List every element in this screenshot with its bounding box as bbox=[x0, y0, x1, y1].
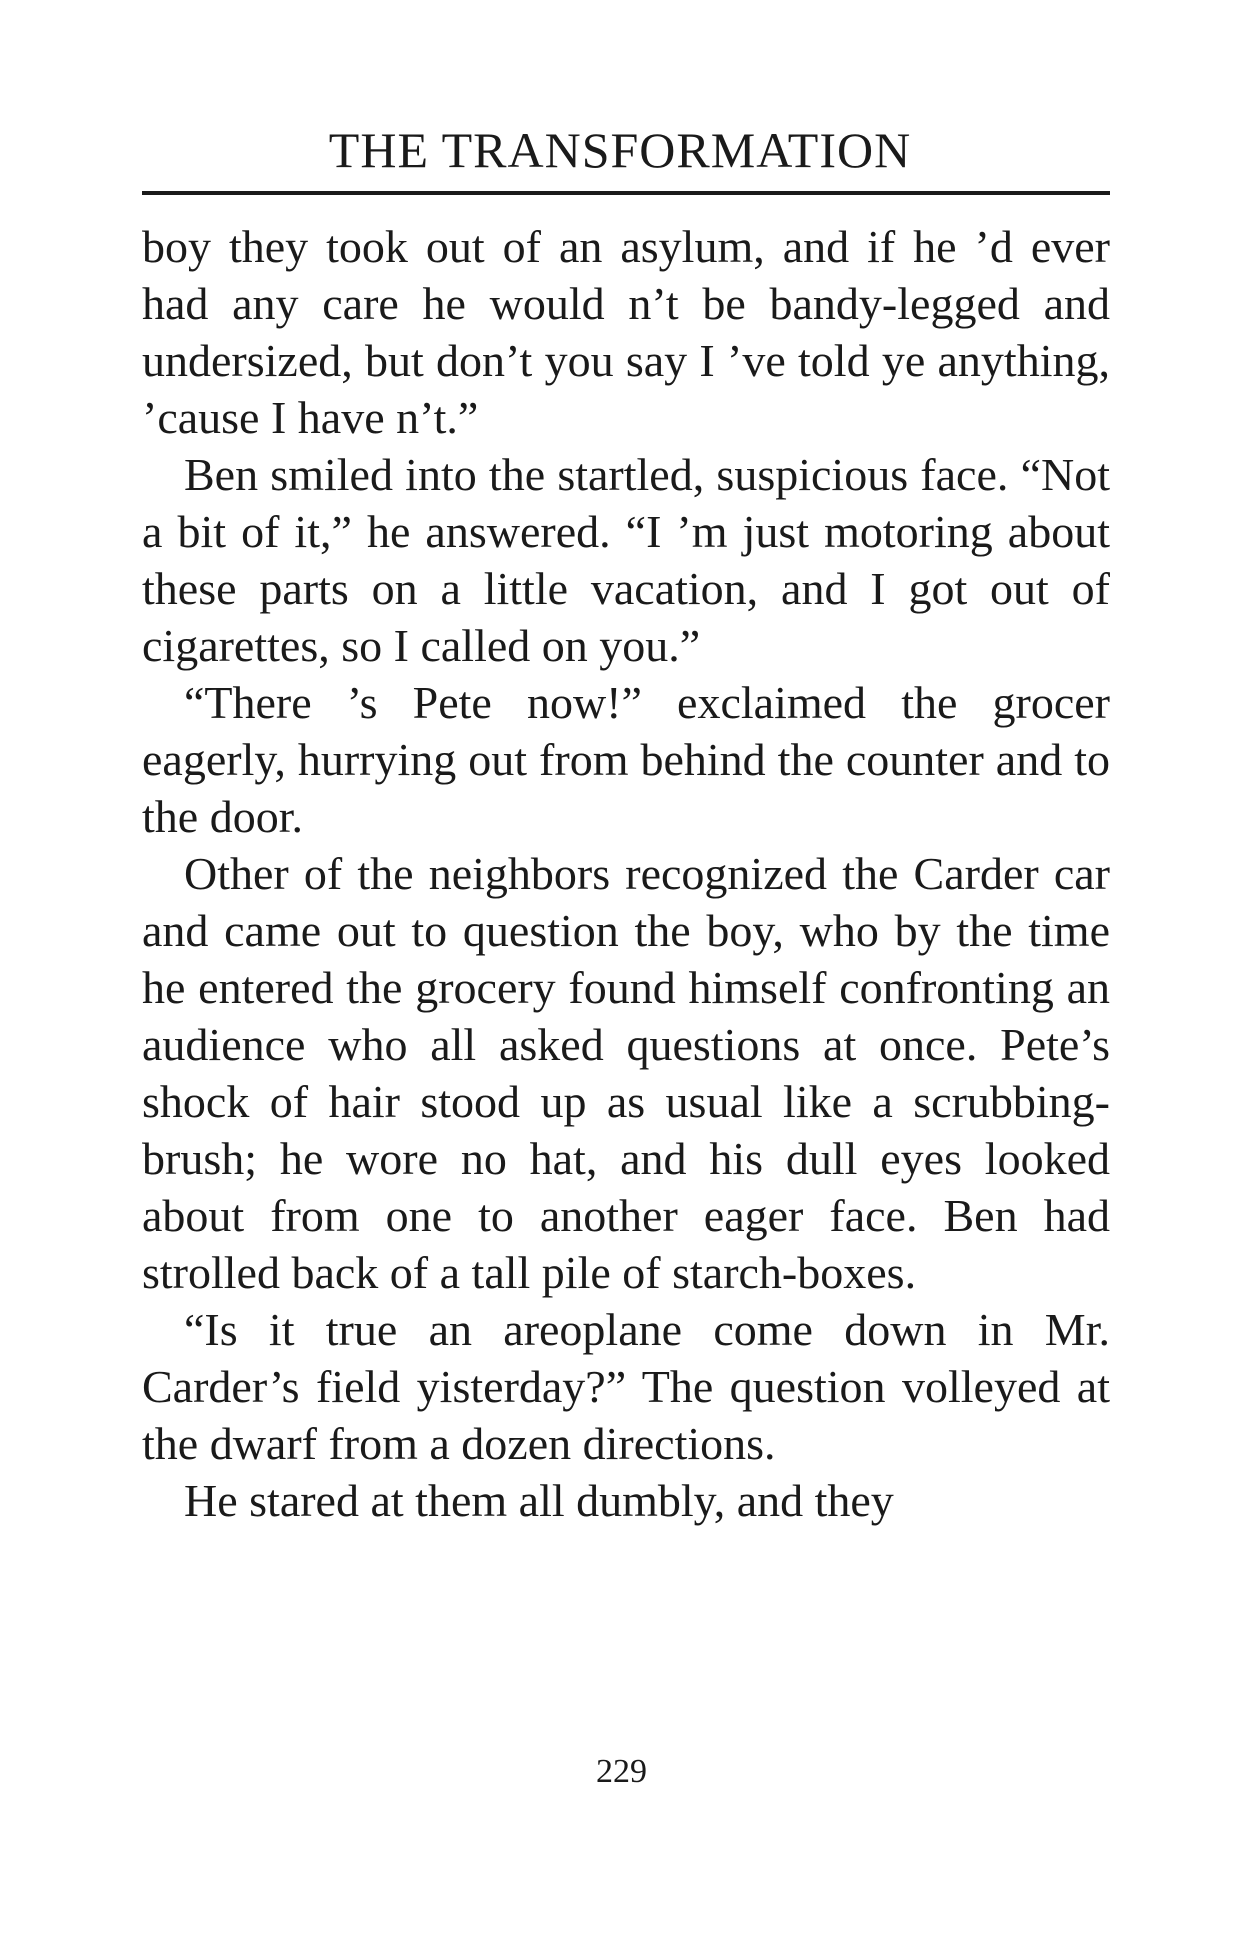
body-text bbox=[142, 218, 1110, 1529]
page-number: 229 bbox=[596, 1753, 647, 1790]
paragraph-continued: boy they took out of an asylum, and if he ’d ever had any care he would n’t be bandy-legged and undersized, but don’t you say I ’ve told ye anything, ’cause I have n’t.” bbox=[142, 221, 1110, 443]
header-rule bbox=[142, 191, 1110, 195]
running-head: THE TRANSFORMATION bbox=[328, 122, 912, 178]
paragraph: “There ’s Pete now!” exclaimed the grocer eagerly, hurrying out from behind the counter and to the door. bbox=[142, 677, 1110, 842]
paragraph: Other of the neighbors recognized the Carder car and came out to question the boy, who by the time he entered the grocery found himself confronting an audience who all asked questions at once. Pete’s shock of hair stood up as usual like a scrubbing-brush; he wore no hat, and his dull eyes looked about from one to another eager face. Ben had strolled back of a tall pile of starch-boxes. bbox=[142, 848, 1110, 1298]
paragraph: “Is it true an areoplane come down in Mr. Carder’s field yisterday?” The question volleyed at the dwarf from a dozen directions. bbox=[142, 1304, 1110, 1469]
paragraph: Ben smiled into the startled, suspicious face. “Not a bit of it,” he answered. “I ’m just motoring about these parts on a little vacation, and I got out of cigarettes, so I called on you.” bbox=[142, 449, 1110, 671]
paragraph: He stared at them all dumbly, and they bbox=[184, 1475, 894, 1526]
